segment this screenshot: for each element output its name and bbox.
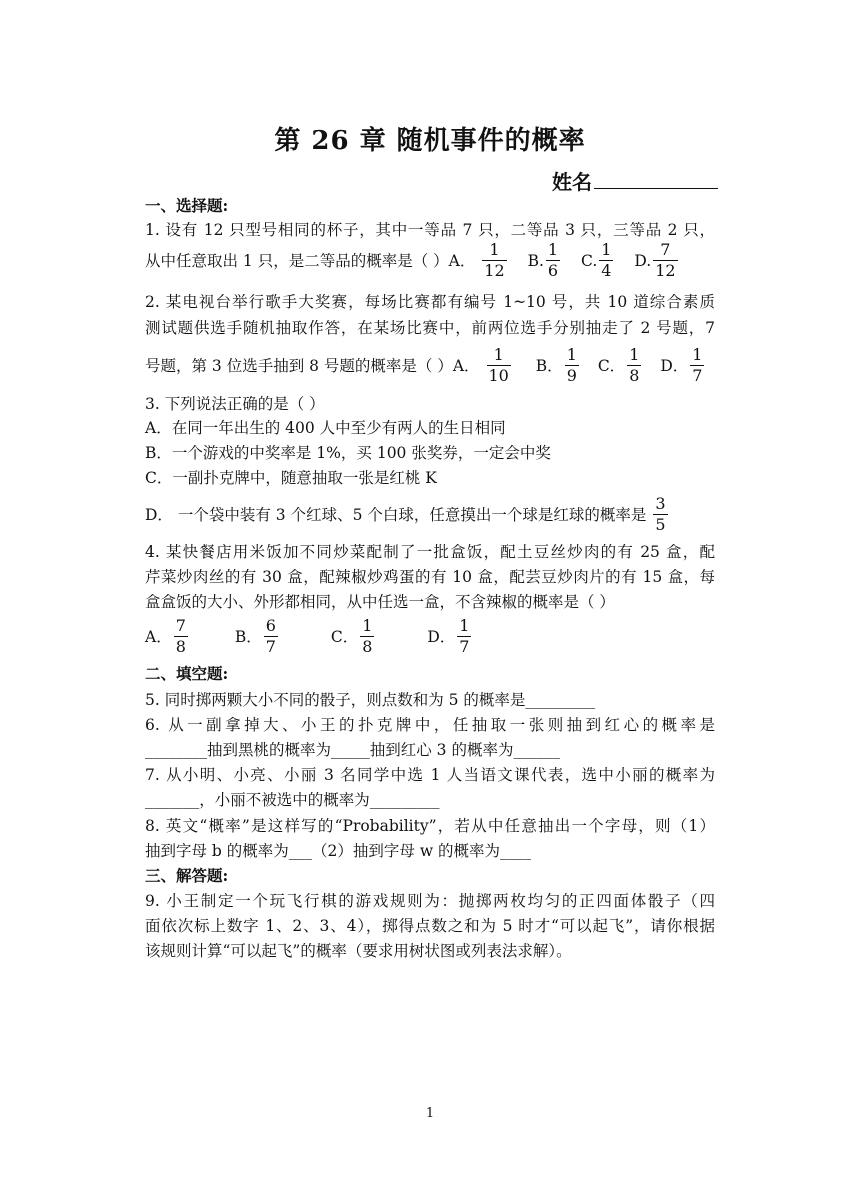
q3-option-d xyxy=(145,494,670,535)
q4-option-a-fraction: $\frac{7}{8}$ xyxy=(175,616,186,656)
q2-line1: 2. 某电视台举行歌手大奖赛，每场比赛都有编号 1~10 号，共 10 道综合素质 xyxy=(145,293,715,311)
q7-line2: _______，小丽不被选中的概率为_________ xyxy=(145,791,440,809)
q4-option-b-fraction: $\frac{6}{7}$ xyxy=(265,616,276,656)
q3-option-b: B．一个游戏的中奖率是 1%，买 100 张奖券，一定会中奖 xyxy=(145,444,551,462)
q2-option-b-label: B． xyxy=(535,356,563,375)
q5: 5. 同时掷两颗大小不同的骰子，则点数和为 5 的概率是_________ xyxy=(145,691,596,709)
q4-option-c-label: C． xyxy=(330,627,359,646)
page-title: 第 26 章 随机事件的概率 xyxy=(274,126,586,156)
section-heading-fill: 二、填空题: xyxy=(145,664,229,683)
q9-line1: 9. 小王制定一个玩飞行棋的游戏规则为：抛掷两枚均匀的正四面体骰子（四 xyxy=(145,892,715,910)
q8-line2: 抽到字母 b 的概率为___（2）抽到字母 w 的概率为____ xyxy=(145,842,532,860)
name-label: 姓名 xyxy=(552,170,592,194)
q1-stem-end: 从中任意取出 1 只，是二等品的概率是（ ）A． xyxy=(145,251,476,270)
q2-stem-end: 号题，第 3 位选手抽到 8 号题的概率是（ ）A． xyxy=(145,356,480,375)
q2-line3 xyxy=(145,345,706,386)
q2-option-d-label: D． xyxy=(660,356,689,375)
q4-option-c-fraction: $\frac{1}{8}$ xyxy=(362,616,373,656)
page-number: 1 xyxy=(425,1106,435,1121)
q1-option-b-fraction: $\frac{1}{6}$ xyxy=(547,240,559,280)
q1-option-d-label: D. xyxy=(634,251,652,270)
section-heading-answer: 三、解答题: xyxy=(145,866,229,885)
q2-option-d-fraction: $\frac{1}{7}$ xyxy=(692,345,703,385)
q3-option-a: A．在同一年出生的 400 人中至少有两人的生日相同 xyxy=(145,419,506,437)
q2-option-a-fraction: $\frac{1}{10}$ xyxy=(488,345,509,385)
q4-line2: 芹菜炒肉丝的有 30 盒，配辣椒炒鸡蛋的有 10 盒，配芸豆炒肉片的有 15 盒，每 xyxy=(145,568,715,586)
q4-option-a-label: A． xyxy=(145,627,172,646)
q1-option-c-label: C. xyxy=(581,251,598,270)
name-field xyxy=(552,166,718,195)
q9-line3: 该规则计算“可以起飞”的概率（要求用树状图或列表法求解）。 xyxy=(145,942,572,960)
q1-option-d-fraction: $\frac{7}{12}$ xyxy=(655,240,676,280)
q2-option-b-fraction: $\frac{1}{9}$ xyxy=(566,345,577,385)
q1-option-c-fraction: $\frac{1}{4}$ xyxy=(601,240,612,280)
q2-option-c-label: C． xyxy=(597,356,626,375)
q1-option-a-fraction: $\frac{1}{12}$ xyxy=(484,240,505,280)
section-heading-choice: 一、选择题: xyxy=(145,196,229,215)
q4-option-d-label: D． xyxy=(427,627,456,646)
q6-line2: ________抽到黑桃的概率为_____抽到红心 3 的概率为______ xyxy=(145,741,560,759)
q8-line1: 8. 英文“概率”是这样写的“Probability”，若从中任意抽出一个字母，则（1） xyxy=(145,817,715,835)
q4-option-b-label: B． xyxy=(234,627,262,646)
q3-stem: 3. 下列说法正确的是（ ） xyxy=(145,395,325,413)
name-blank xyxy=(594,169,718,189)
q1-line1: 1. 设有 12 只型号相同的杯子，其中一等品 7 只，二等品 3 只，三等品 2 只， xyxy=(145,221,715,239)
q9-line2: 面依次标上数字 1、2、3、4），掷得点数之和为 5 时才“可以起飞”，请你根据 xyxy=(145,917,715,935)
q3-option-d-fraction: $\frac{3}{5}$ xyxy=(655,494,666,534)
q3-option-d-text: D． 一个袋中装有 3 个红球、5 个白球，任意摸出一个球是红球的概率是 xyxy=(145,505,647,524)
q4-line3: 盒盒饭的大小、外形都相同，从中任选一盒，不含辣椒的概率是（ ） xyxy=(145,593,615,611)
q7-line1: 7. 从小明、小亮、小丽 3 名同学中选 1 人当语文课代表，选中小丽的概率为 xyxy=(145,766,715,784)
q6-line1: 6. 从一副拿掉大、小王的扑克牌中，任抽取一张则抽到红心的概率是 xyxy=(145,716,715,734)
q2-line2: 测试题供选手随机抽取作答，在某场比赛中，前两位选手分别抽走了 2 号题，7 xyxy=(145,319,715,337)
q4-line1: 4. 某快餐店用米饭加不同炒菜配制了一批盒饭，配土豆丝炒肉的有 25 盒，配 xyxy=(145,543,715,561)
q2-option-c-fraction: $\frac{1}{8}$ xyxy=(629,345,640,385)
q1-line2 xyxy=(145,240,680,281)
q4-options xyxy=(145,616,473,657)
q4-option-d-fraction: $\frac{1}{7}$ xyxy=(459,616,470,656)
q3-option-c: C．一副扑克牌中，随意抽取一张是红桃 K xyxy=(145,469,437,487)
q1-option-b-label: B. xyxy=(527,251,544,270)
